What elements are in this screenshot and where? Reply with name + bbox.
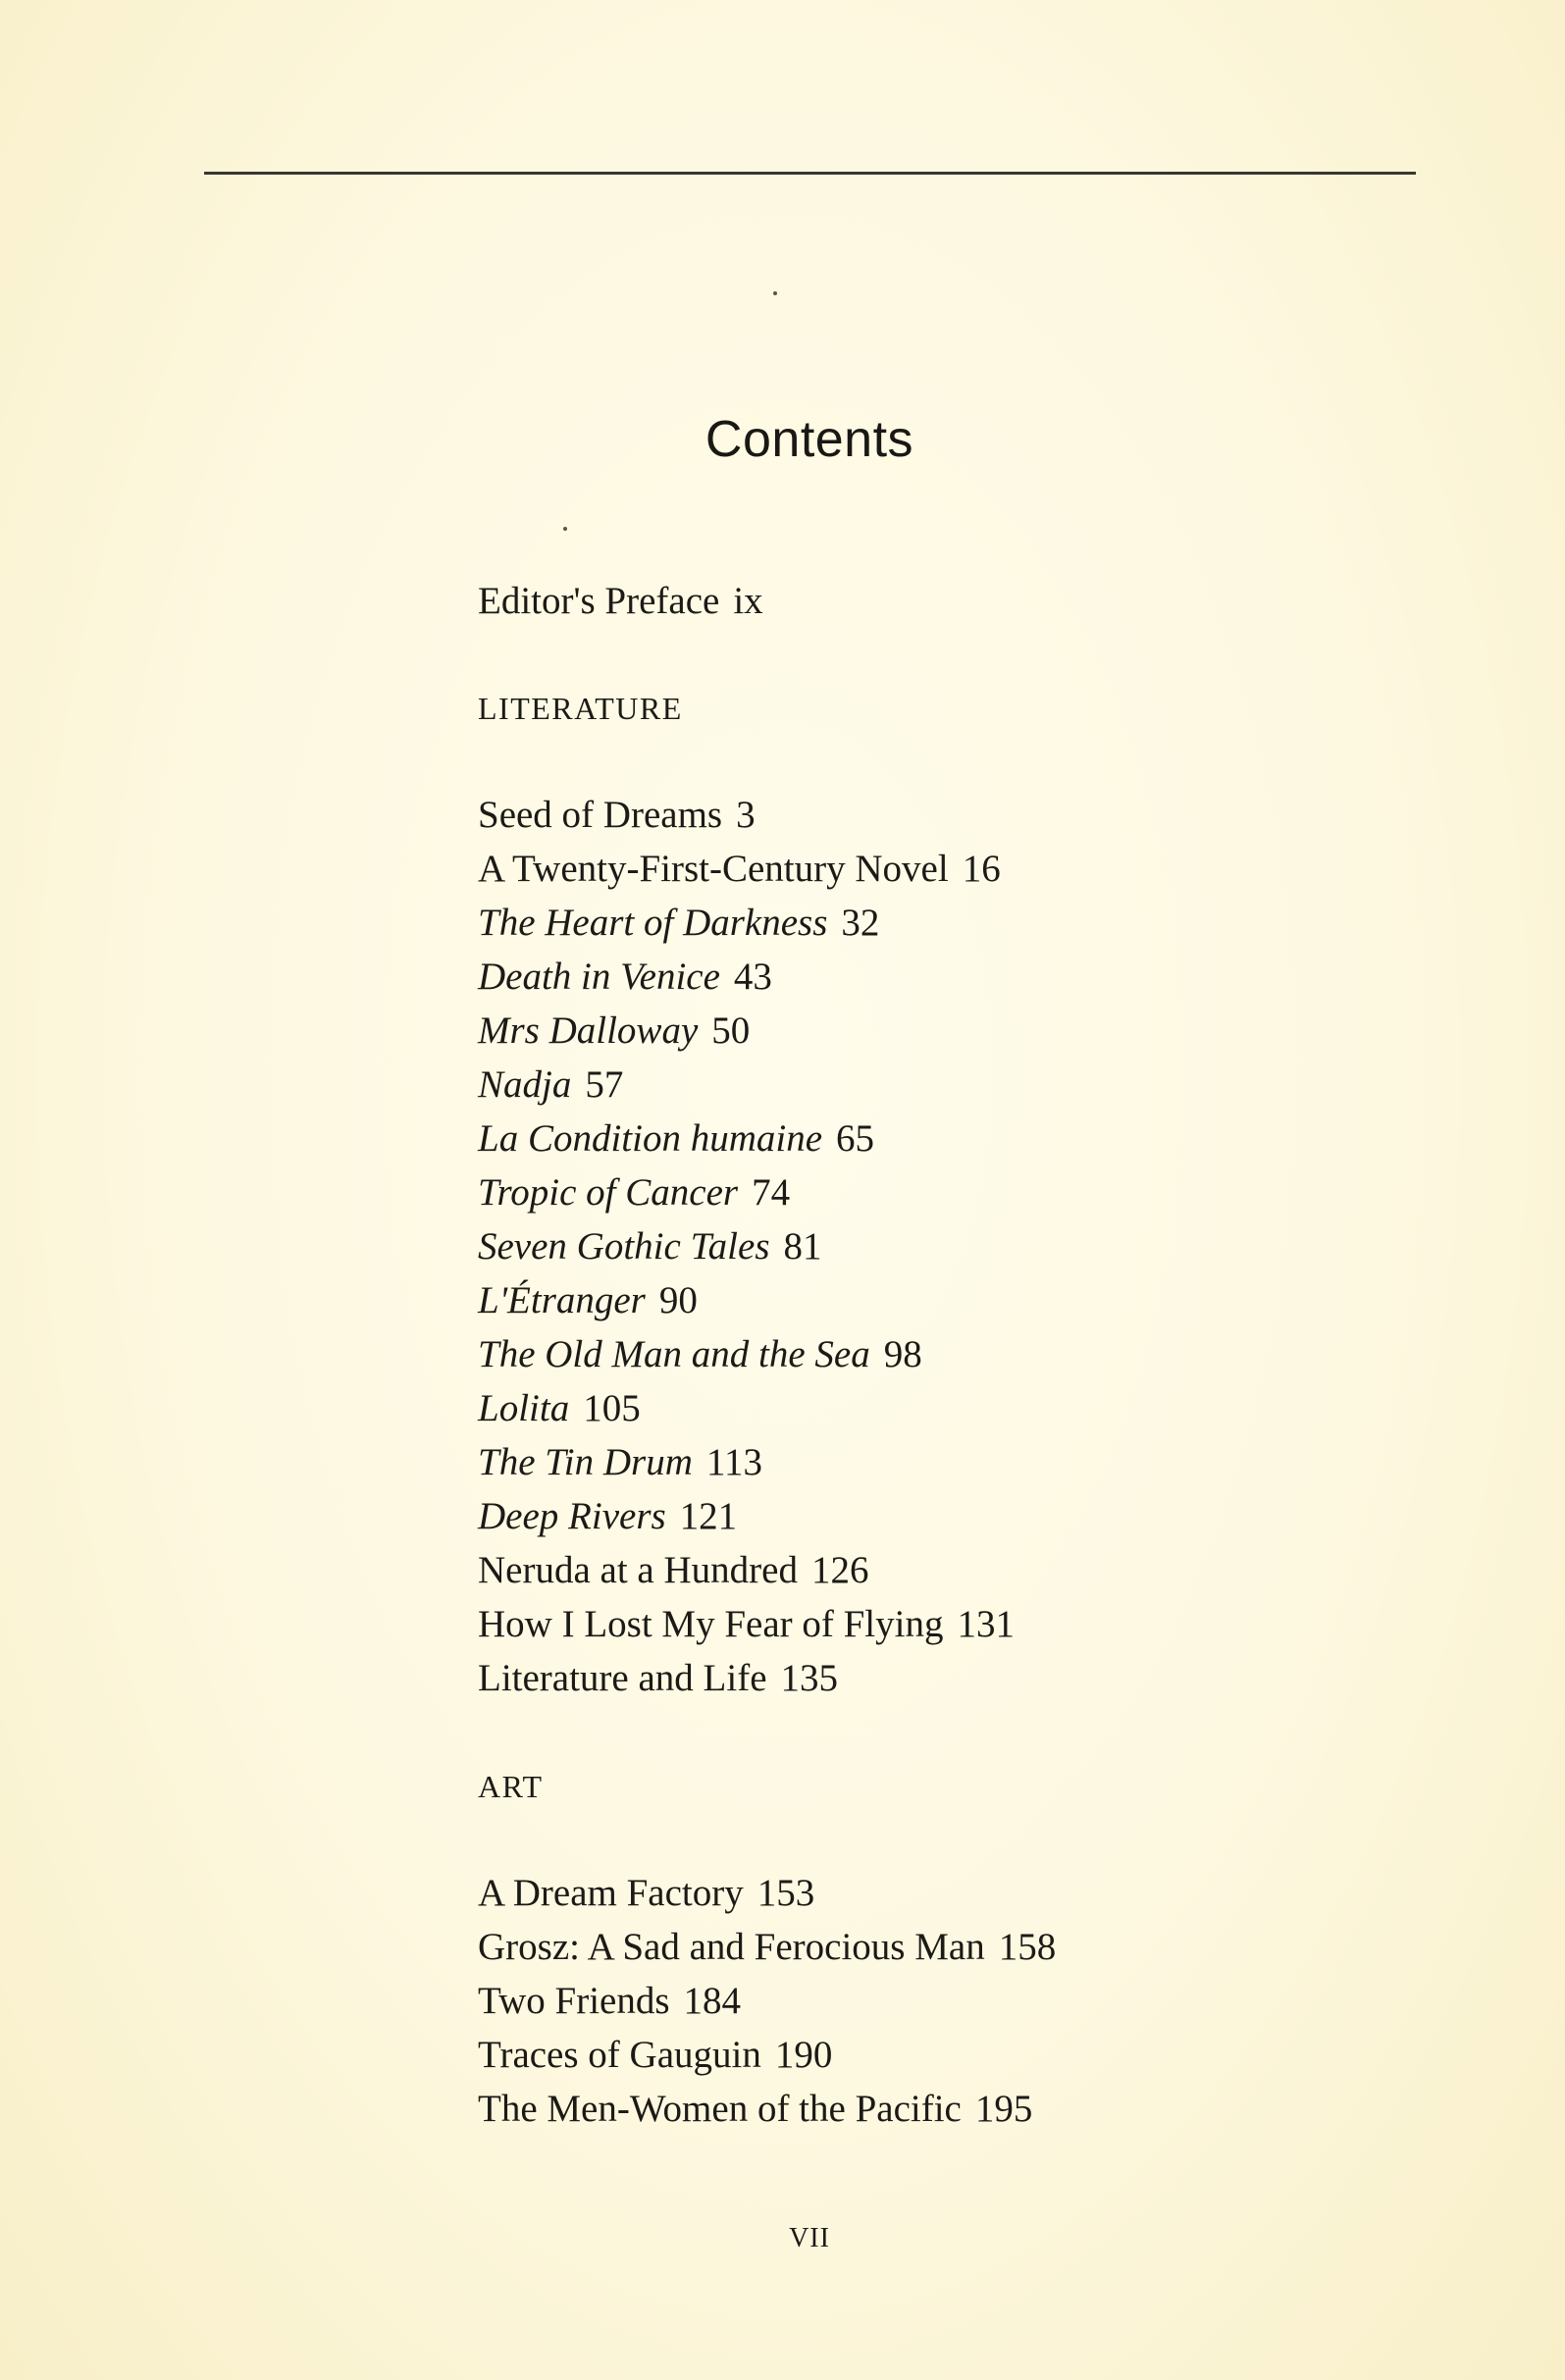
toc-entry-title: L'Étranger bbox=[478, 1279, 646, 1321]
table-of-contents bbox=[478, 574, 1508, 2136]
toc-entry-page: 158 bbox=[998, 1926, 1057, 1968]
toc-entry bbox=[478, 1165, 1508, 1219]
toc-entry-page: 90 bbox=[658, 1279, 698, 1321]
header-rule bbox=[204, 172, 1416, 175]
toc-entry-title: A Twenty-First-Century Novel bbox=[478, 848, 949, 890]
toc-entry-title: Traces of Gauguin bbox=[478, 2034, 761, 2076]
toc-entry-page: 113 bbox=[705, 1441, 762, 1483]
toc-entry-page: 50 bbox=[711, 1009, 751, 1052]
toc-entry bbox=[478, 1597, 1508, 1651]
toc-entry-title: Mrs Dalloway bbox=[478, 1009, 699, 1052]
toc-entry bbox=[478, 950, 1508, 1004]
toc-entry-page: 65 bbox=[836, 1117, 875, 1160]
toc-entry-title: Deep Rivers bbox=[478, 1495, 666, 1537]
toc-entry-title: The Heart of Darkness bbox=[478, 902, 828, 944]
toc-entry bbox=[478, 1219, 1508, 1273]
toc-entry-title: Two Friends bbox=[478, 1980, 670, 2022]
toc-entry-title: Seed of Dreams bbox=[478, 794, 723, 836]
toc-entry-page: 195 bbox=[974, 2088, 1033, 2130]
toc-entry-title: Grosz: A Sad and Ferocious Man bbox=[478, 1926, 985, 1968]
toc-entry-title: Neruda at a Hundred bbox=[478, 1549, 798, 1591]
section-heading: ART bbox=[478, 1769, 544, 1804]
toc-entry-page: 135 bbox=[780, 1657, 838, 1699]
toc-entry-page: 121 bbox=[679, 1495, 738, 1537]
toc-sections bbox=[478, 682, 1508, 2136]
toc-entry bbox=[478, 1327, 1508, 1381]
page-title: Contents bbox=[704, 411, 914, 468]
toc-entry bbox=[478, 1866, 1508, 1920]
toc-entry-title: The Tin Drum bbox=[478, 1441, 693, 1483]
toc-entry-title: How I Lost My Fear of Flying bbox=[478, 1603, 944, 1645]
toc-entry-title: Death in Venice bbox=[478, 956, 720, 998]
toc-entry-title: Literature and Life bbox=[478, 1657, 767, 1699]
toc-entry-page: ix bbox=[733, 580, 763, 622]
section-heading: LITERATURE bbox=[478, 691, 683, 726]
page-number: VII bbox=[789, 2223, 830, 2253]
toc-entry-page: 98 bbox=[883, 1333, 922, 1375]
paper-speck bbox=[563, 527, 567, 531]
toc-entry bbox=[478, 788, 1508, 842]
toc-entry-page: 57 bbox=[585, 1063, 624, 1106]
toc-entry-title: Tropic of Cancer bbox=[478, 1171, 739, 1214]
toc-entry-preface bbox=[478, 574, 1508, 628]
toc-entry-title: A Dream Factory bbox=[478, 1872, 744, 1914]
toc-entry-title: Lolita bbox=[478, 1387, 570, 1429]
toc-entry bbox=[478, 2028, 1508, 2082]
toc-entry bbox=[478, 1974, 1508, 2028]
toc-entry bbox=[478, 1004, 1508, 1058]
toc-entry bbox=[478, 1381, 1508, 1435]
toc-entry-title: La Condition humaine bbox=[478, 1117, 823, 1160]
toc-entry-title: The Old Man and the Sea bbox=[478, 1333, 870, 1375]
toc-entry bbox=[478, 1489, 1508, 1543]
toc-entry-page: 3 bbox=[736, 794, 756, 836]
toc-entry-page: 105 bbox=[583, 1387, 641, 1429]
toc-entry-page: 184 bbox=[683, 1980, 742, 2022]
toc-entry-title: Seven Gothic Tales bbox=[478, 1225, 770, 1268]
toc-entry-page: 153 bbox=[756, 1872, 815, 1914]
toc-entry-title: The Men-Women of the Pacific bbox=[478, 2088, 962, 2130]
toc-entry-page: 81 bbox=[783, 1225, 822, 1268]
toc-entry-page: 131 bbox=[957, 1603, 1015, 1645]
paper-speck bbox=[773, 291, 777, 295]
toc-entry bbox=[478, 1058, 1508, 1112]
toc-entry bbox=[478, 2082, 1508, 2136]
toc-entry bbox=[478, 1435, 1508, 1489]
toc-entry bbox=[478, 1273, 1508, 1327]
toc-entry-page: 32 bbox=[841, 902, 880, 944]
toc-entry-page: 74 bbox=[752, 1171, 791, 1214]
toc-entry bbox=[478, 1112, 1508, 1165]
toc-entry-title: Editor's Preface bbox=[478, 580, 720, 622]
toc-entry-page: 43 bbox=[733, 956, 772, 998]
toc-entry bbox=[478, 1920, 1508, 1974]
toc-entry-page: 16 bbox=[962, 848, 1001, 890]
toc-entry-page: 126 bbox=[810, 1549, 869, 1591]
toc-entry-title: Nadja bbox=[478, 1063, 572, 1106]
toc-entry bbox=[478, 842, 1508, 896]
toc-entry bbox=[478, 896, 1508, 950]
toc-entry bbox=[478, 1543, 1508, 1597]
toc-entry-page: 190 bbox=[774, 2034, 833, 2076]
toc-entry bbox=[478, 1651, 1508, 1705]
